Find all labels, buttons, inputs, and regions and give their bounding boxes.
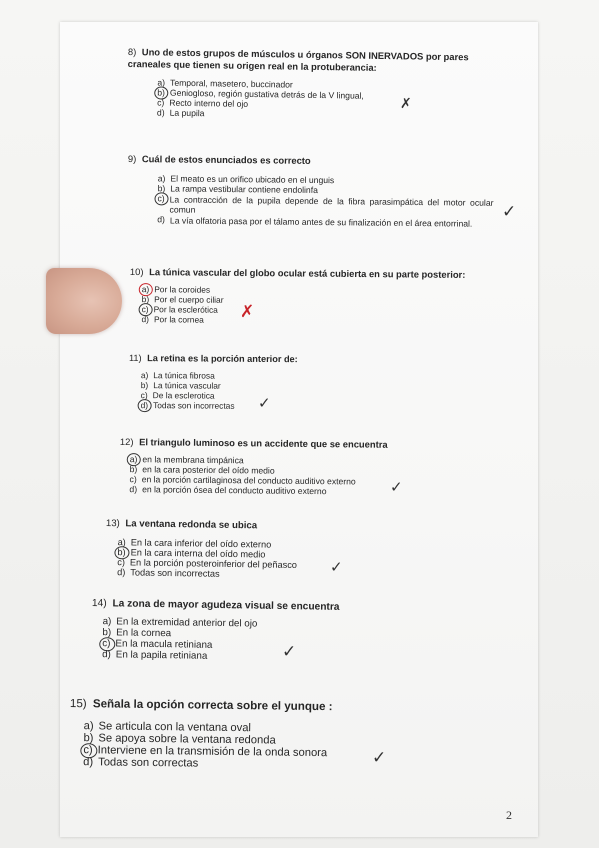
question-number: 15) [69,697,87,711]
option-letter: c) [157,97,165,108]
question-9 [127,153,494,229]
question-text: La zona de mayor agudeza visual se encuentra [112,598,340,613]
question-10 [129,266,510,328]
cross-mark-icon: ✗ [400,96,412,112]
answer-circle [138,399,152,412]
question-text: Uno de estos grupos de músculos u órganos SON INERVADOS por pares craneales que tienen su origen real en la protuberancia: [127,46,469,73]
question-number: 11) [128,353,142,364]
option-text: Recto interno del ojo [169,97,249,109]
finger-photo [46,268,122,334]
question-title [129,353,429,365]
option-text: Geniogloso, región gustativa detrás de la V lingual, [169,87,364,101]
option-text: En la papila retiniana [115,649,208,662]
option-letter: a) [141,284,150,295]
option-letter: d) [141,314,150,325]
option-letter: d) [129,484,138,495]
page-number: 2 [506,808,512,822]
option-letter: b) [83,732,94,745]
option-text: En la cara interna del oído medio [130,547,266,560]
option-text: Interviene en la transmisión de la onda sonora [97,744,328,760]
option-letter: c) [140,390,148,401]
option-text: En la porción posteroinferior del peñasco [129,557,298,571]
option-text: La túnica vascular [153,380,221,391]
option-letter: d) [102,649,111,661]
option-text: Temporal, masetero, buccinador [170,77,293,90]
option-letter: b) [157,183,166,194]
question-12 [119,436,480,499]
check-mark-icon: ✓ [502,202,517,222]
option-letter: c) [141,304,149,315]
option-text: En la macula retiniana [115,638,213,651]
option-text: Todas son correctas [98,756,199,770]
check-mark-icon: ✓ [258,394,271,412]
question-text: Señala la opción correcta sobre el yunque : [92,697,333,714]
question-text: La retina es la porción anterior de: [147,353,298,365]
question-title [128,46,508,75]
option-letter: d) [83,756,94,769]
question-15 [69,697,400,773]
option-text: Todas son incorrectas [130,567,220,579]
question-text: El triangulo luminoso es un accidente que se encuentra [139,436,388,450]
option-letter: d) [156,107,165,118]
question-number: 10) [129,266,144,278]
question-number: 9) [127,153,137,165]
option-text: Por el cuerpo ciliar [154,294,224,305]
check-mark-icon: ✓ [372,748,387,768]
question-11 [129,353,429,413]
option-text: en la membrana timpánica [142,454,244,466]
option-text: La contracción de la pupila depende de la fibra parasimpática del motor ocular comun [169,194,494,215]
option-letter: c) [129,474,137,485]
option-text: Por la coroides [154,284,211,295]
question-14 [91,598,412,666]
option-text: La rampa vestibular contiene endolinfa [170,183,318,195]
option-text: Se articula con la ventana oval [98,720,252,735]
option-text: En la extremidad anterior del ojo [116,616,258,630]
option-letter: c) [117,557,126,568]
option-letter: b) [129,464,138,475]
option-letter: a) [102,616,112,628]
option-letter: c) [157,193,165,204]
question-13 [105,518,406,583]
option-letter: b) [157,87,166,98]
option-text: en la cara posterior del oído medio [142,464,275,476]
option-c [157,194,493,218]
check-mark-icon: ✓ [390,478,403,496]
option-text: Se apoya sobre la ventana redonda [98,732,276,747]
option-text: Todas son incorrectas [153,400,235,411]
option-letter: a) [140,370,149,381]
option-letter: b) [141,294,150,305]
option-letter: a) [83,720,94,733]
option-text: Por la cornea [153,314,204,325]
option-text: En la cornea [116,627,172,640]
answer-circle [154,192,168,205]
check-mark-icon: ✓ [282,642,297,662]
option-text: Por la esclerótica [153,304,218,315]
option-text: El meato es un orifico ubicado en el unguis [170,173,335,186]
option-text: en la porción ósea del conducto auditivo externo [142,484,327,497]
check-mark-icon: ✓ [330,558,343,576]
cross-mark-icon: ✗ [240,302,255,322]
question-number: 13) [105,518,120,530]
option-text: La túnica fibrosa [153,370,215,381]
option-letter: b) [102,627,112,639]
question-number: 12) [119,436,134,448]
question-8 [127,46,508,124]
question-text: Cuál de estos enunciados es correcto [141,153,311,166]
question-title [70,697,400,714]
question-title [130,266,510,280]
option-letter: c) [83,744,93,757]
question-text: La ventana redonda se ubica [125,518,258,532]
option-text: En la cara inferior del oído externo [130,537,272,550]
option-text: De la esclerotica [152,390,215,401]
option-letter: b) [117,547,126,558]
question-text: La túnica vascular del globo ocular está cubierta en su parte posterior: [149,266,466,280]
question-number: 8) [127,46,137,58]
option-letter: a) [129,454,138,465]
option-letter: d) [140,400,149,411]
option-letter: b) [140,380,149,391]
option-letter: a) [157,77,166,88]
question-number: 14) [91,598,107,610]
option-letter: a) [117,537,126,548]
option-letter: a) [157,173,166,184]
option-text: La pupila [169,107,205,119]
option-letter: c) [102,638,111,650]
option-letter: d) [157,214,166,225]
option-text: La vía olfatoria pasa por el tálamo antes de su finalización en el área entorrinal. [169,215,473,229]
option-d [141,401,429,413]
option-letter: d) [117,567,126,578]
option-text: en la porción cartilaginosa del conducto auditivo externo [141,474,356,487]
